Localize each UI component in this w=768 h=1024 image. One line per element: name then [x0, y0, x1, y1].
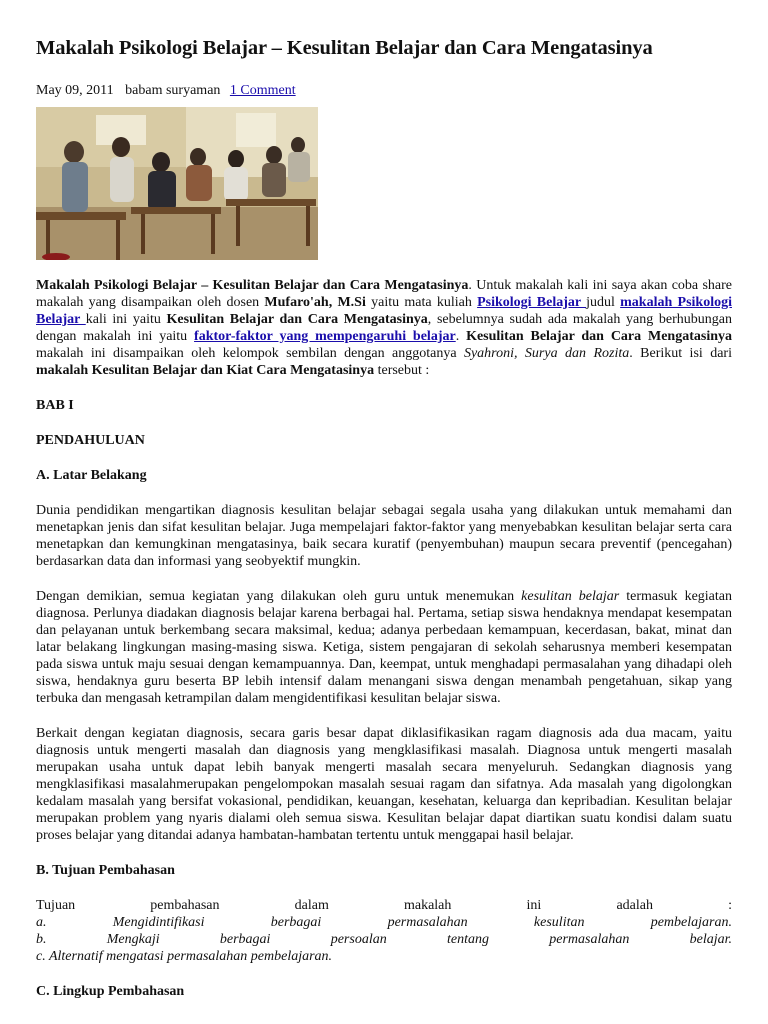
objective-b-text: b. Mengkaji berbagai persoalan tentang permasalahan belajar. [36, 931, 732, 947]
intro-bold-topic: Kesulitan Belajar dan Cara Mengatasinya [166, 311, 428, 327]
intro-bold-topic-2: Kesulitan Belajar dan Cara Mengatasinya [466, 328, 733, 344]
intro-bold-topic-3: makalah Kesulitan Belajar dan Kiat Cara Mengatasinya [36, 362, 375, 378]
objective-c-text: c. Alternatif mengatasi permasalahan pembelajaran. [36, 948, 333, 964]
link-psikologi-belajar[interactable]: Psikologi Belajar [477, 294, 587, 310]
paragraph-2 [36, 588, 732, 707]
classroom-photo [36, 107, 318, 260]
paragraph-1: Dunia pendidikan mengartikan diagnosis kesulitan belajar sebagai segala usaha yang dilakukan untuk memahami dan menetapkan jenis dan sifat kesulitan belajar. Juga mempelajari faktor-faktor yang menyebabkan kesulitan belajar serta cara menetapkan dan kemungkinan mengatasinya, baik secara kuratif (penyembuhan) maupun secara preventif (pencegahan) berdasarkan data dan informasi yang seobyektif mungkin. [36, 502, 732, 569]
article-meta [36, 83, 732, 99]
intro-text-2: yaitu mata kuliah [365, 294, 478, 310]
objectives-list [36, 897, 732, 965]
objective-a-text: a. Mengidintifikasi berbagai permasalahan kesulitan pembelajaran. [36, 914, 732, 930]
objective-a [36, 914, 732, 931]
lecturer-name: Mufaro'ah, M.Si [264, 294, 366, 310]
subsection-heading-b: B. Tujuan Pembahasan [36, 862, 175, 878]
intro-bold-title: Makalah Psikologi Belajar – Kesulitan Belajar dan Cara Mengatasinya [36, 277, 469, 293]
intro-text-4: kali ini yaitu [85, 311, 167, 327]
intro-text-1: . Untuk makalah kali ini saya akan coba share makalah yang disampaikan oleh dosen [36, 277, 732, 310]
paragraph-2-italic: kesulitan belajar [521, 588, 620, 604]
section-heading-pendahuluan: PENDAHULUAN [36, 432, 145, 448]
paragraph-2-text-c: termasuk kegiatan diagnosa. Perlunya diadakan diagnosis belajar karena berbagai hal. Pertama, setiap siswa hendaknya mendapat kesempatan dan pelayanan untuk berkembang secara maksimal, kedua; adanya perbedaan kemampuan, kecerdasan, bakat, minat dan latar belakang lingkungan masing-masing siswa. Ketiga, sistem pengajaran di sekolah seharusnya memberi kesempatan pada siswa untuk maju sesuai dengan kemampuannya. Dan, keempat, untuk menghadapi permasalahan yang dihadapi oleh siswa, hendaknya guru beserta BP lebih intensif dalam menangani siswa dengan menambah pengetahuan, sikap yang terbuka dan mengasah ketrampilan dalam mengidentifikasi kesulitan belajar siswa. [36, 588, 732, 706]
group-members: Syahroni, Surya dan Rozita [463, 345, 630, 361]
paragraph-3: Berkait dengan kegiatan diagnosis, secara garis besar dapat diklasifikasikan ragam diagnosis ada dua macam, yaitu diagnosis untuk mengerti masalah dan diagnosis yang mengklasifikasi masalah. Diagnosa untuk mengerti masalah merupakan usaha untuk dapat lebih banyak mengerti masalah secara menyeluruh. Sedangkan diagnosis yang mengklasifikasi masalahmerupakan pengelompokan masalah sesuai ragam dan sifatnya. Ada masalah yang digolongkan kedalam masalah yang bersifat vokasional, pendidikan, keuangan, kesehatan, keluarga dan kepribadian. Kesulitan belajar merupakan problem yang nyaris dialami oleh semua siswa. Kesulitan belajar dapat diartikan suatu kondisi dalam suatu proses belajar yang ditandai adanya hambatan-hambatan tertentu untuk menggapai hasil belajar. [36, 725, 732, 843]
objectives-lead: Tujuan pembahasan dalam makalah ini adalah : [36, 897, 732, 913]
intro-text-3: judul [586, 294, 621, 310]
post-date: May 09, 2011 [36, 82, 114, 98]
paragraph-2-text-a: Dengan demikian, semua kegiatan yang dilakukan oleh guru untuk menemukan [36, 588, 522, 604]
link-makalah-psikologi-belajar[interactable]: makalah Psikologi Belajar [36, 294, 732, 327]
subsection-heading-a: A. Latar Belakang [36, 467, 147, 483]
article-title: Makalah Psikologi Belajar – Kesulitan Belajar dan Cara Mengatasinya [36, 37, 653, 59]
subsection-heading-c: C. Lingkup Pembahasan [36, 983, 185, 999]
intro-text-7: makalah ini disampaikan oleh kelompok sembilan dengan anggotanya [36, 345, 464, 361]
chapter-heading: BAB I [36, 397, 74, 413]
objective-c [36, 948, 732, 965]
intro-paragraph [36, 277, 732, 379]
post-author: babam suryaman [125, 82, 221, 98]
comments-link[interactable]: 1 Comment [229, 82, 296, 98]
intro-text-8: . Berikut isi dari [629, 345, 732, 361]
intro-text-9: tersebut : [374, 362, 430, 378]
intro-text-5: , sebelumnya sudah ada makalah yang berhubungan dengan makalah ini yaitu [36, 311, 733, 344]
objective-b [36, 931, 732, 948]
link-faktor-faktor[interactable]: faktor-faktor yang mempengaruhi belajar [194, 328, 456, 344]
intro-text-6: . [455, 328, 467, 344]
